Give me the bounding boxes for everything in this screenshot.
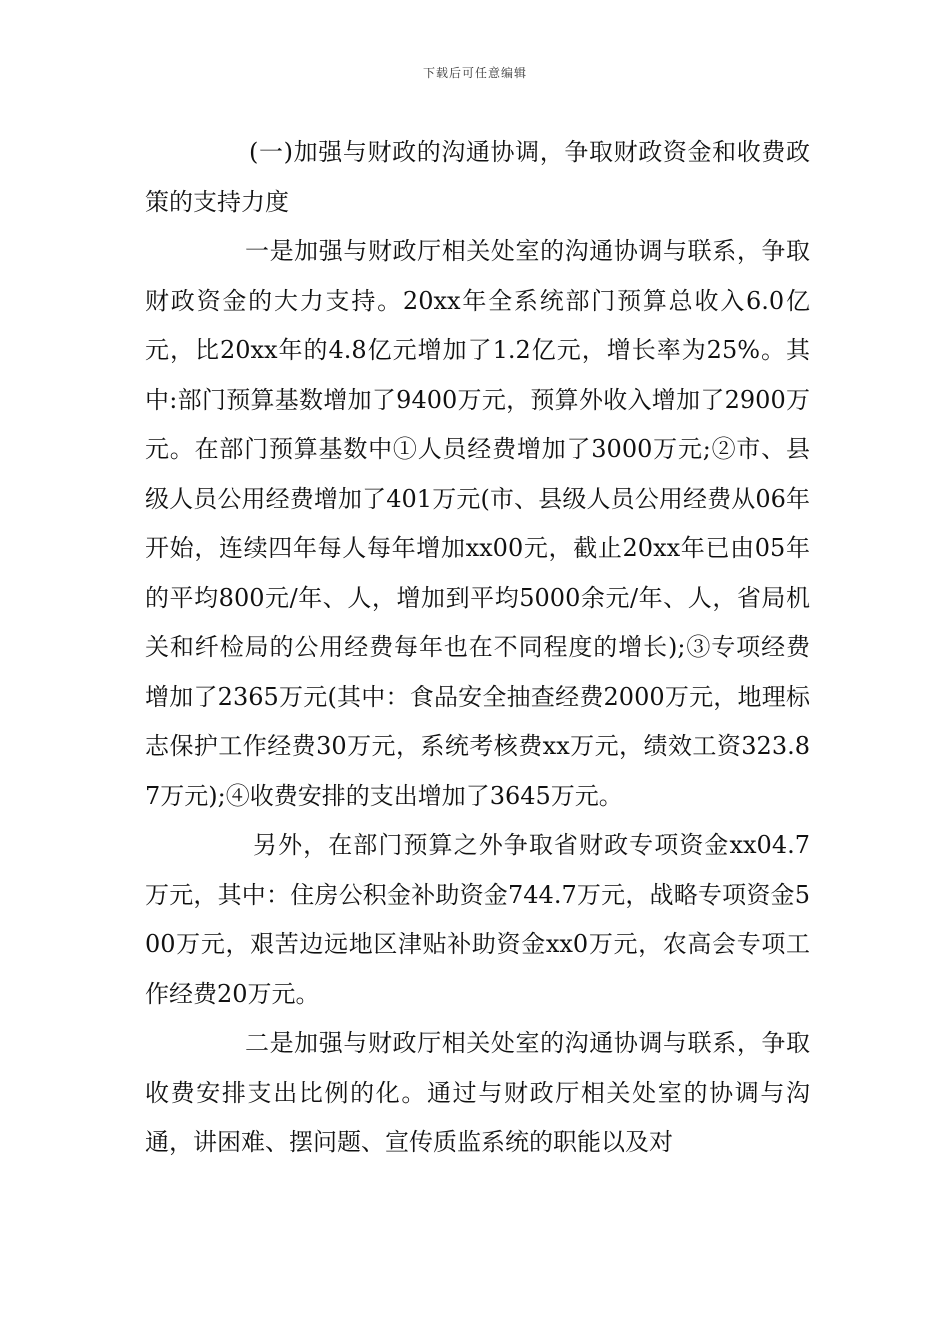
section-heading: (一)加强与财政的沟通协调，争取财政资金和收费政策的支持力度 [145,138,810,216]
page-header: 下载后可任意编辑 [422,66,527,80]
paragraph-3: 二是加强与财政厅相关处室的沟通协调与联系，争取收费安排支出比例的化。通过与财政厅相关处室的协调与沟通，讲困难、摆问题、宣传质监系统的职能以及对 [145,1029,810,1156]
paragraph-2: 另外，在部门预算之外争取省财政专项资金xx04.7万元，其中：住房公积金补助资金744.7万元，战略专项资金500万元，艰苦边远地区津贴补助资金xx0万元，农高会专项工作经费20万元。 [145,831,810,1008]
document-body [145,128,810,1168]
paragraph-1: 一是加强与财政厅相关处室的沟通协调与联系，争取财政资金的大力支持。20xx年全系统部门预算总收入6.0亿元，比20xx年的4.8亿元增加了1.2亿元，增长率为25%。其中:部门预算基数增加了9400万元，预算外收入增加了2900万元。在部门预算基数中①人员经费增加了3000万元;②市、县级人员公用经费增加了401万元(市、县级人员公用经费从06年开始，连续四年每人每年增加xx00元，截止20xx年已由05年的平均800元/年、人，增加到平均5000余元/年、人，省局机关和纤检局的公用经费每年也在不同程度的增长);③专项经费增加了2365万元(其中：食品安全抽查经费2000万元，地理标志保护工作经费30万元，系统考核费xx万元，绩效工资323.87万元);④收费安排的支出增加了3645万元。 [145,237,810,810]
